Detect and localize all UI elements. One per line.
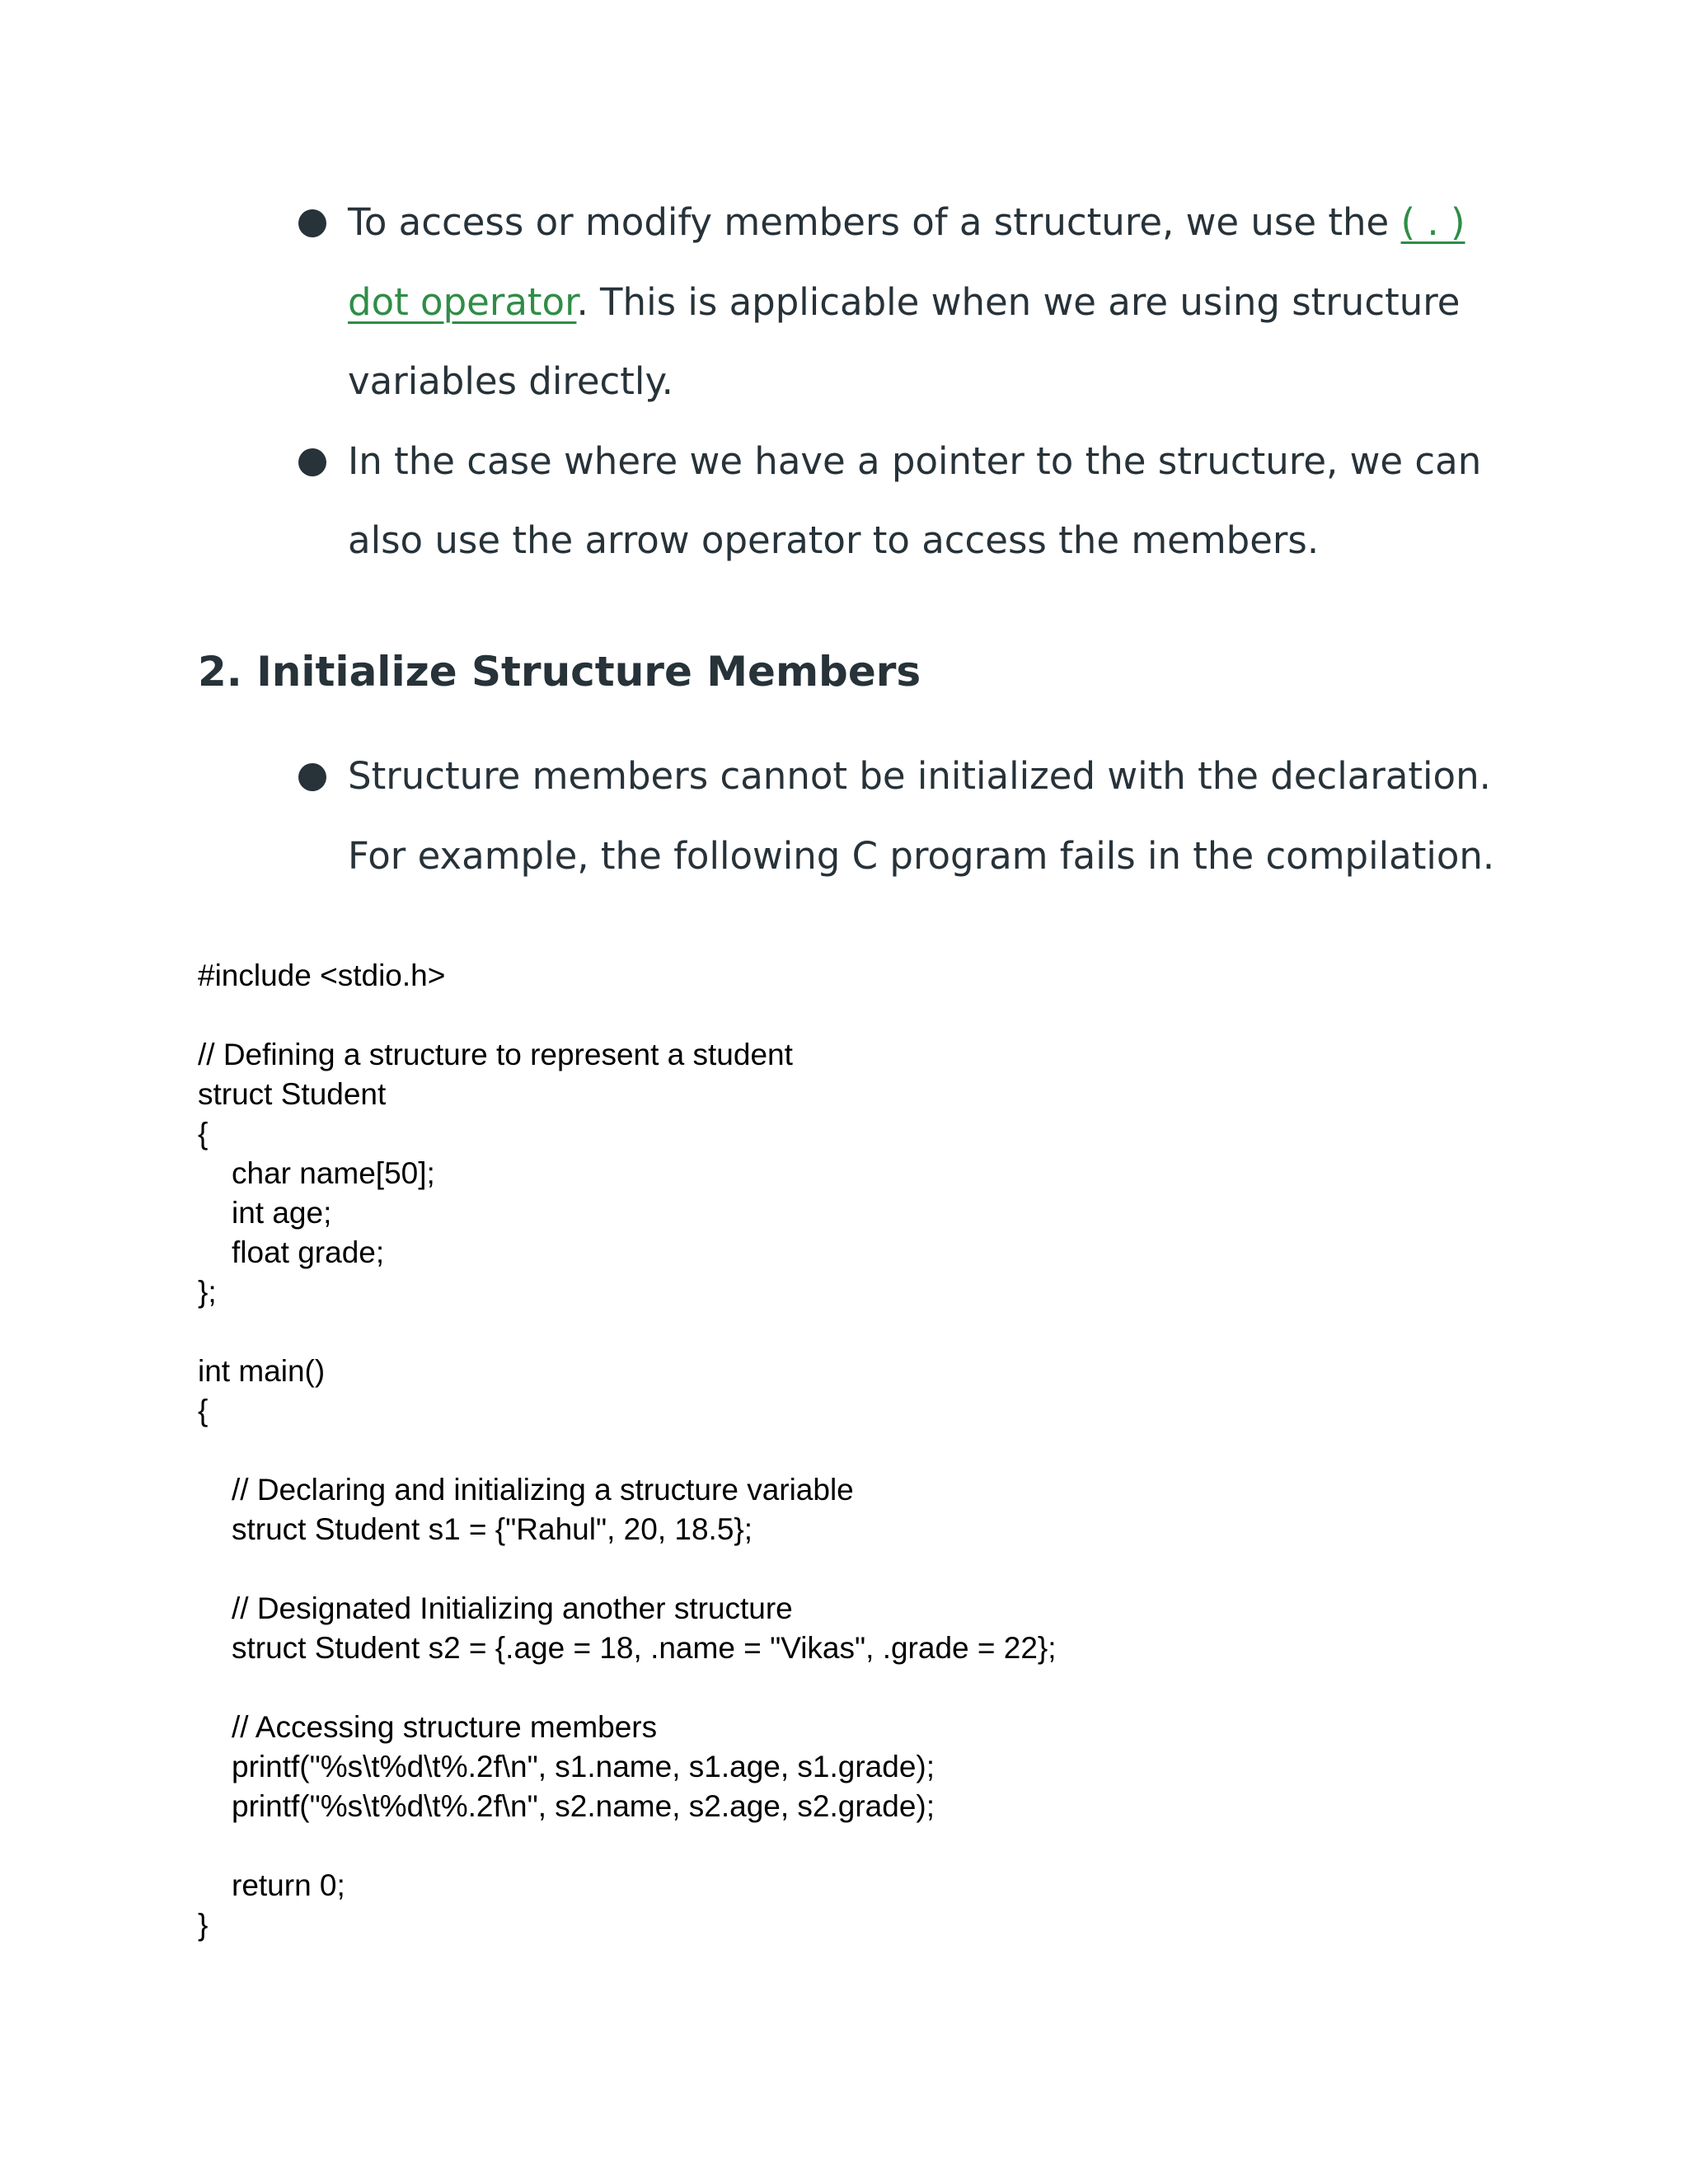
list-item-dot-operator xyxy=(298,183,1502,422)
bullet-list-initialize xyxy=(298,737,1502,896)
code-line: return 0; xyxy=(232,1868,345,1902)
list-item-text-after-link: . This is applicable when we are using structure variables directly. xyxy=(348,279,1461,403)
bullet-icon xyxy=(298,448,326,476)
code-line: printf("%s\t%d\t%.2f\n", s1.name, s1.age, s1.grade); xyxy=(232,1750,935,1783)
bullet-list-access-members xyxy=(298,183,1502,581)
list-item-text: Structure members cannot be initialized with the declaration. For example, the following C program fails in the compilation. xyxy=(348,754,1495,878)
section-heading: 2. Initialize Structure Members xyxy=(198,648,921,696)
list-item-initialization-note xyxy=(298,737,1502,896)
dot-operator-link[interactable]: ( . ) dot operator xyxy=(348,200,1465,324)
code-line: // Accessing structure members xyxy=(232,1710,658,1744)
code-line: // Designated Initializing another structure xyxy=(232,1591,793,1625)
code-line: }; xyxy=(198,1275,217,1309)
code-line xyxy=(198,1668,1517,1708)
bullet-icon xyxy=(298,209,326,237)
code-block xyxy=(198,956,1517,1945)
code-line: // Declaring and initializing a structure variable xyxy=(232,1473,854,1507)
code-line: // Defining a structure to represent a student xyxy=(198,1038,793,1071)
code-line: struct Student xyxy=(198,1077,387,1111)
code-line xyxy=(198,1549,1517,1589)
code-line: { xyxy=(198,1117,209,1151)
code-line: } xyxy=(198,1908,209,1942)
code-line: { xyxy=(198,1394,209,1427)
code-line: int age; xyxy=(232,1196,332,1230)
code-line xyxy=(198,1431,1517,1470)
code-line: #include <stdio.h> xyxy=(198,958,446,992)
code-line xyxy=(198,1826,1517,1866)
code-line: float grade; xyxy=(232,1235,385,1269)
code-line: struct Student s1 = {"Rahul", 20, 18.5}; xyxy=(232,1512,753,1546)
bullet-icon xyxy=(298,763,326,791)
list-item-text-before-link: To access or modify members of a structure, we use the xyxy=(348,200,1401,244)
list-item-text: In the case where we have a pointer to the structure, we can also use the arrow operator to access the members. xyxy=(348,438,1482,562)
code-line xyxy=(198,996,1517,1035)
code-line xyxy=(198,1312,1517,1352)
code-line: struct Student s2 = {.age = 18, .name = "Vikas", .grade = 22}; xyxy=(232,1631,1057,1665)
code-line: char name[50]; xyxy=(232,1156,435,1190)
list-item-arrow-operator xyxy=(298,422,1502,581)
code-line: int main() xyxy=(198,1354,326,1388)
code-line: printf("%s\t%d\t%.2f\n", s2.name, s2.age, s2.grade); xyxy=(232,1789,935,1823)
